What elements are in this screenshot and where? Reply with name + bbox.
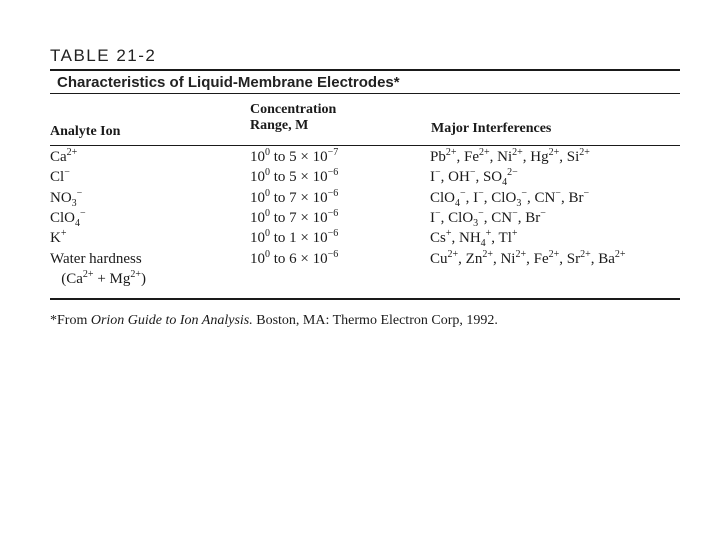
header-concentration	[250, 102, 336, 134]
table-number: TABLE 21-2	[50, 46, 157, 65]
title-rule	[50, 93, 680, 94]
header-interferences: Major Interferences	[431, 121, 552, 136]
footnote-suffix: Boston, MA: Thermo Electron Corp, 1992.	[252, 313, 498, 328]
cell-concentration-row-3: $10^0$ to $7 \times 10^{-6}$	[250, 187, 339, 206]
header-rule	[50, 145, 680, 146]
cell-interferences-row-6: $Cu^{2+}$, $Zn^{2+}$, $Ni^{2+}$, $Fe^{2+}$, $Sr^{2+}$, $Ba^{2+}$	[430, 248, 626, 267]
cell-concentration-row-1: $10^0$ to $5 \times 10^{-7}$	[250, 147, 339, 165]
cell-interferences-row-5: Cs+, $NH_4^+$, Tl+	[430, 228, 518, 250]
header-concentration-line1: Concentration	[250, 102, 337, 117]
footnote-prefix: *From	[50, 313, 91, 328]
cell-ion-row-2: Cl−	[50, 167, 70, 186]
header-concentration-line2: Range, M	[250, 118, 309, 133]
footnote-source-title: Orion Guide to Ion Analysis.	[90, 313, 253, 328]
cell-ion-row-6: Water hardness	[50, 250, 142, 267]
cell-ion-row-7: $(Ca^{2+} + Mg^{2+})$	[50, 268, 146, 287]
header-analyte-ion: Analyte Ion	[50, 124, 121, 139]
cell-concentration-row-4: $10^0$ to $7 \times 10^{-6}$	[250, 207, 339, 226]
cell-interferences-row-3: ClO$_4$−, I−, ClO$_3$−, CN−, Br−	[430, 187, 590, 209]
cell-ion-row-5: K+	[50, 228, 67, 247]
cell-ion-row-1: $Ca^{2+}$	[50, 147, 78, 165]
cell-interferences-row-1: $Pb^{2+}$, $Fe^{2+}$, $Ni^{2+}$, $Hg^{2+}$, $Si^{2+}$	[430, 147, 590, 165]
cell-interferences-row-2: I−, OH−, $SO_4^{2-}$	[430, 167, 518, 189]
bottom-rule	[50, 298, 680, 300]
cell-interferences-row-4: I−, ClO$_3$−, CN−, Br−	[430, 207, 546, 229]
cell-concentration-row-6: $10^0$ to $6 \times 10^{-6}$	[250, 248, 339, 267]
cell-ion-row-4: ClO$_4$−	[50, 207, 86, 229]
top-rule	[50, 69, 680, 71]
cell-ion-row-3: $NO_3^-$	[50, 187, 83, 209]
cell-concentration-row-5: $10^0$ to $1 \times 10^{-6}$	[250, 228, 339, 247]
cell-concentration-row-2: $10^0$ to $5 \times 10^{-6}$	[250, 167, 339, 186]
footnote	[50, 313, 498, 329]
table-title: Characteristics of Liquid-Membrane Electrodes*	[57, 74, 400, 91]
